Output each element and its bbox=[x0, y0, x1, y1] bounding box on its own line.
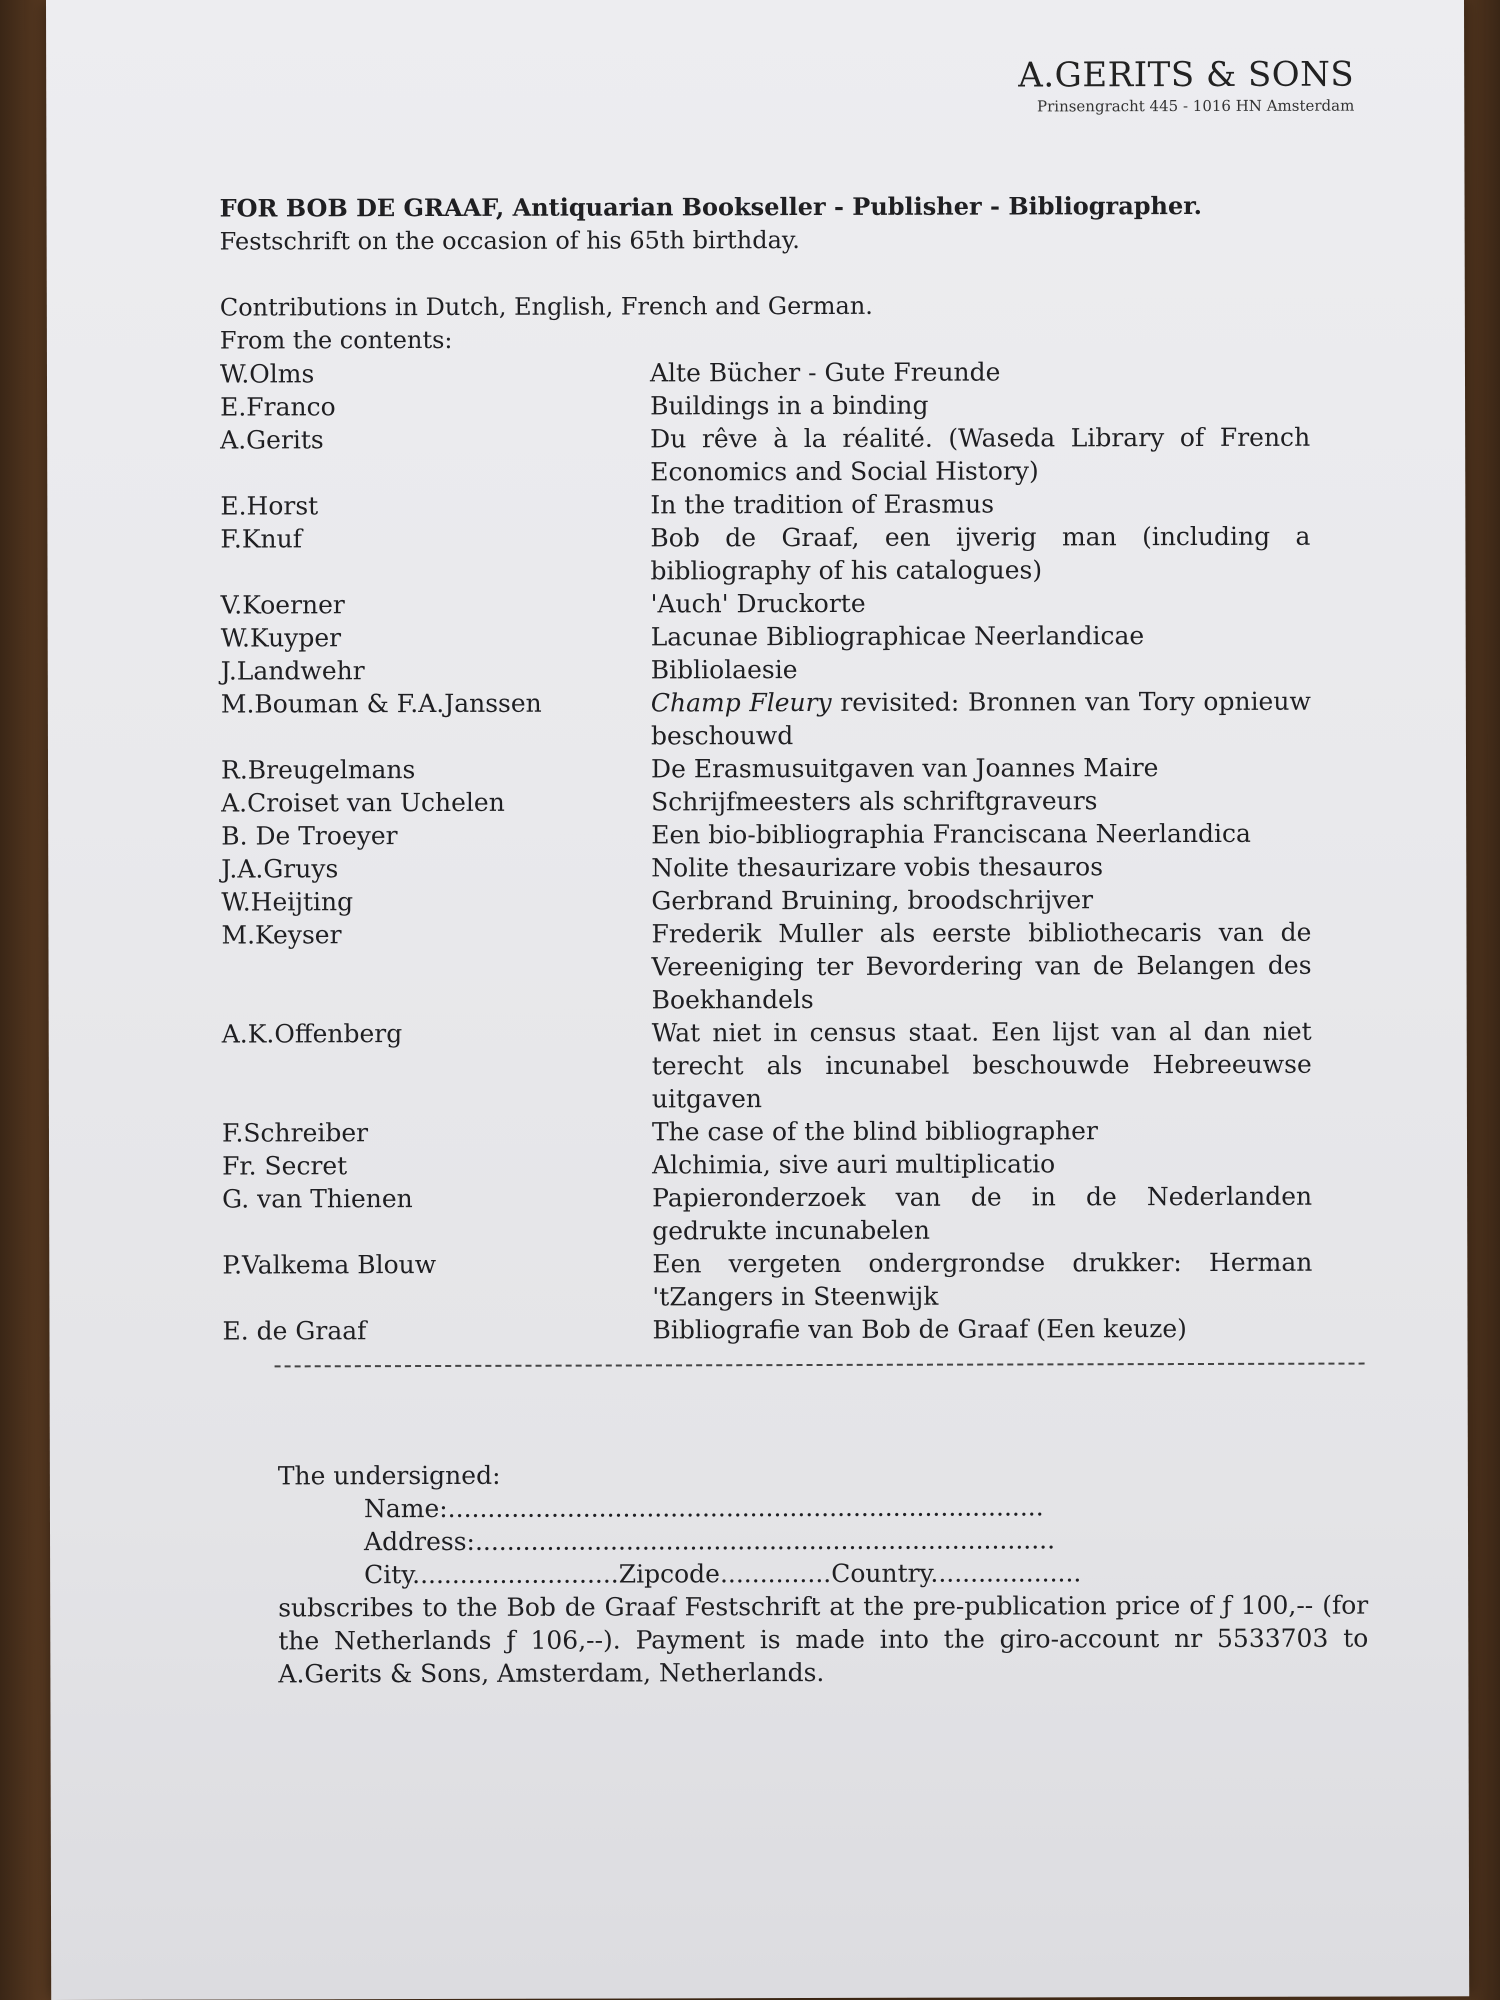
contents-entry bbox=[221, 850, 1361, 886]
entry-author: J.A.Gruys bbox=[221, 854, 339, 884]
contents-entry bbox=[220, 355, 1360, 391]
subtitle: Festschrift on the occasion of his 65th birthday. bbox=[219, 226, 800, 256]
contents-entry bbox=[220, 520, 1360, 589]
title-dedication: FOR BOB DE GRAAF, bbox=[219, 192, 505, 223]
intro-text bbox=[220, 290, 873, 358]
entry-author: W.Olms bbox=[219, 359, 315, 389]
entry-title: Buildings in a binding bbox=[650, 390, 929, 421]
entry-title: Nolite thesaurizare vobis thesauros bbox=[651, 852, 1104, 883]
entry-title bbox=[651, 685, 1311, 753]
title-roles: Antiquarian Bookseller - Publisher - Bibliographer. bbox=[504, 190, 1203, 222]
city-zipcode-country-field: City..........................Zipcode..............Country................... bbox=[364, 1558, 1082, 1590]
contents-entry bbox=[220, 421, 1360, 490]
entry-author: V.Koerner bbox=[220, 590, 345, 620]
intro-contents-heading: From the contents: bbox=[219, 325, 453, 355]
contents-entry bbox=[221, 685, 1361, 754]
entry-author: W.Kuyper bbox=[220, 623, 342, 653]
entry-author: P.Valkema Blouw bbox=[222, 1249, 437, 1280]
entry-title: Bibliolaesie bbox=[650, 655, 798, 685]
entry-title: Du rêve à la réalité. (Waseda Library of French Economics and Social History) bbox=[650, 422, 1311, 487]
entry-author: J.Landwehr bbox=[220, 656, 365, 686]
entry-author: G. van Thienen bbox=[222, 1184, 413, 1214]
entry-title: Frederik Muller als eerste bibliothecaris van de Vereeniging ter Bevordering van de Belangen des Boekhandels bbox=[651, 917, 1312, 1015]
contents-list bbox=[220, 355, 1363, 1348]
contents-entry bbox=[221, 586, 1361, 622]
contents-entry bbox=[222, 1114, 1362, 1150]
entry-author: A.Gerits bbox=[220, 425, 324, 455]
entry-author: Fr. Secret bbox=[222, 1151, 348, 1181]
entry-author: M.Bouman & F.A.Janssen bbox=[220, 688, 542, 719]
entry-title: Alchimia, sive auri multiplicatio bbox=[652, 1149, 1056, 1180]
contents-entry bbox=[222, 1180, 1362, 1249]
entry-title: The case of the blind bibliographer bbox=[651, 1116, 1098, 1147]
contents-entry bbox=[220, 388, 1360, 424]
contents-entry bbox=[222, 1147, 1362, 1183]
entry-author: B. De Troeyer bbox=[221, 821, 398, 851]
dashed-divider bbox=[275, 1363, 1365, 1368]
entry-author: E.Franco bbox=[220, 392, 336, 422]
entry-author: M.Keyser bbox=[221, 920, 342, 950]
contents-entry bbox=[221, 751, 1361, 787]
contents-entry bbox=[221, 652, 1361, 688]
contents-entry bbox=[222, 1246, 1362, 1315]
entry-title: Bibliografie van Bob de Graaf (Een keuze) bbox=[652, 1314, 1187, 1345]
contents-entry bbox=[221, 817, 1361, 853]
subscription-form bbox=[278, 1457, 1369, 1691]
document-title bbox=[220, 189, 1203, 259]
entry-author: E.Horst bbox=[220, 491, 319, 521]
entry-title: Een vergeten ondergrondse drukker: Herman 'tZangers in Steenwijk bbox=[652, 1247, 1313, 1312]
contents-entry bbox=[221, 916, 1361, 1018]
contents-entry bbox=[221, 883, 1361, 919]
name-field: Name:........................................................................... bbox=[363, 1492, 1044, 1524]
entry-title: De Erasmusuitgaven van Joannes Maire bbox=[650, 753, 1159, 784]
entry-title: Een bio-bibliographia Franciscana Neerlandica bbox=[651, 818, 1251, 850]
entry-author: F.Schreiber bbox=[221, 1118, 369, 1148]
entry-author: F.Knuf bbox=[220, 524, 302, 554]
entry-author: A.K.Offenberg bbox=[221, 1019, 403, 1049]
entry-title-italic: Champ Fleury bbox=[650, 687, 832, 718]
company-name: A.GERITS & SONS bbox=[1018, 54, 1355, 96]
entry-title: Gerbrand Bruining, broodschrijver bbox=[651, 885, 1094, 916]
subscription-terms: subscribes to the Bob de Graaf Festschrift at the pre-publication price of ƒ 100,-- (for the Netherlands ƒ 106,--). Payment is made into the giro-account nr 5533703 to A.Gerits & Sons, Amsterdam, Netherlands. bbox=[278, 1590, 1369, 1689]
entry-title-rest: revisited: Bronnen van Tory opnieuw beschouwd bbox=[650, 686, 1311, 751]
contents-entry bbox=[221, 619, 1361, 655]
intro-languages: Contributions in Dutch, English, French and German. bbox=[219, 291, 873, 322]
letterhead bbox=[1018, 55, 1354, 116]
entry-author: W.Heijting bbox=[221, 887, 354, 917]
address-field: Address:......................................................................... bbox=[363, 1525, 1056, 1557]
company-address: Prinsengracht 445 - 1016 HN Amsterdam bbox=[1036, 96, 1355, 116]
entry-title: Bob de Graaf, een ijverig man (including a bibliography of his catalogues) bbox=[650, 521, 1311, 586]
contents-entry bbox=[220, 487, 1360, 523]
entry-title: Papieronderzoek van de in de Nederlanden gedrukte incunabelen bbox=[652, 1181, 1313, 1246]
entry-title: Lacunae Bibliographicae Neerlandicae bbox=[650, 621, 1145, 652]
entry-title: Alte Bücher - Gute Freunde bbox=[649, 357, 1001, 388]
entry-title: 'Auch' Druckorte bbox=[650, 588, 866, 619]
contents-entry bbox=[222, 1015, 1362, 1117]
entry-author: E. de Graaf bbox=[222, 1316, 367, 1346]
entry-title: In the tradition of Erasmus bbox=[650, 489, 995, 520]
entry-title: Schrijfmeesters als schriftgraveurs bbox=[651, 786, 1098, 817]
contents-entry bbox=[221, 784, 1361, 820]
document-page bbox=[46, 0, 1469, 2000]
entry-title: Wat niet in census staat. Een lijst van al dan niet terecht als incunabel beschouwde Hebreeuwse uitgaven bbox=[651, 1016, 1312, 1114]
contents-entry bbox=[222, 1312, 1362, 1348]
entry-author: R.Breugelmans bbox=[220, 755, 416, 785]
form-heading: The undersigned: bbox=[277, 1460, 501, 1491]
entry-author: A.Croiset van Uchelen bbox=[221, 787, 505, 818]
